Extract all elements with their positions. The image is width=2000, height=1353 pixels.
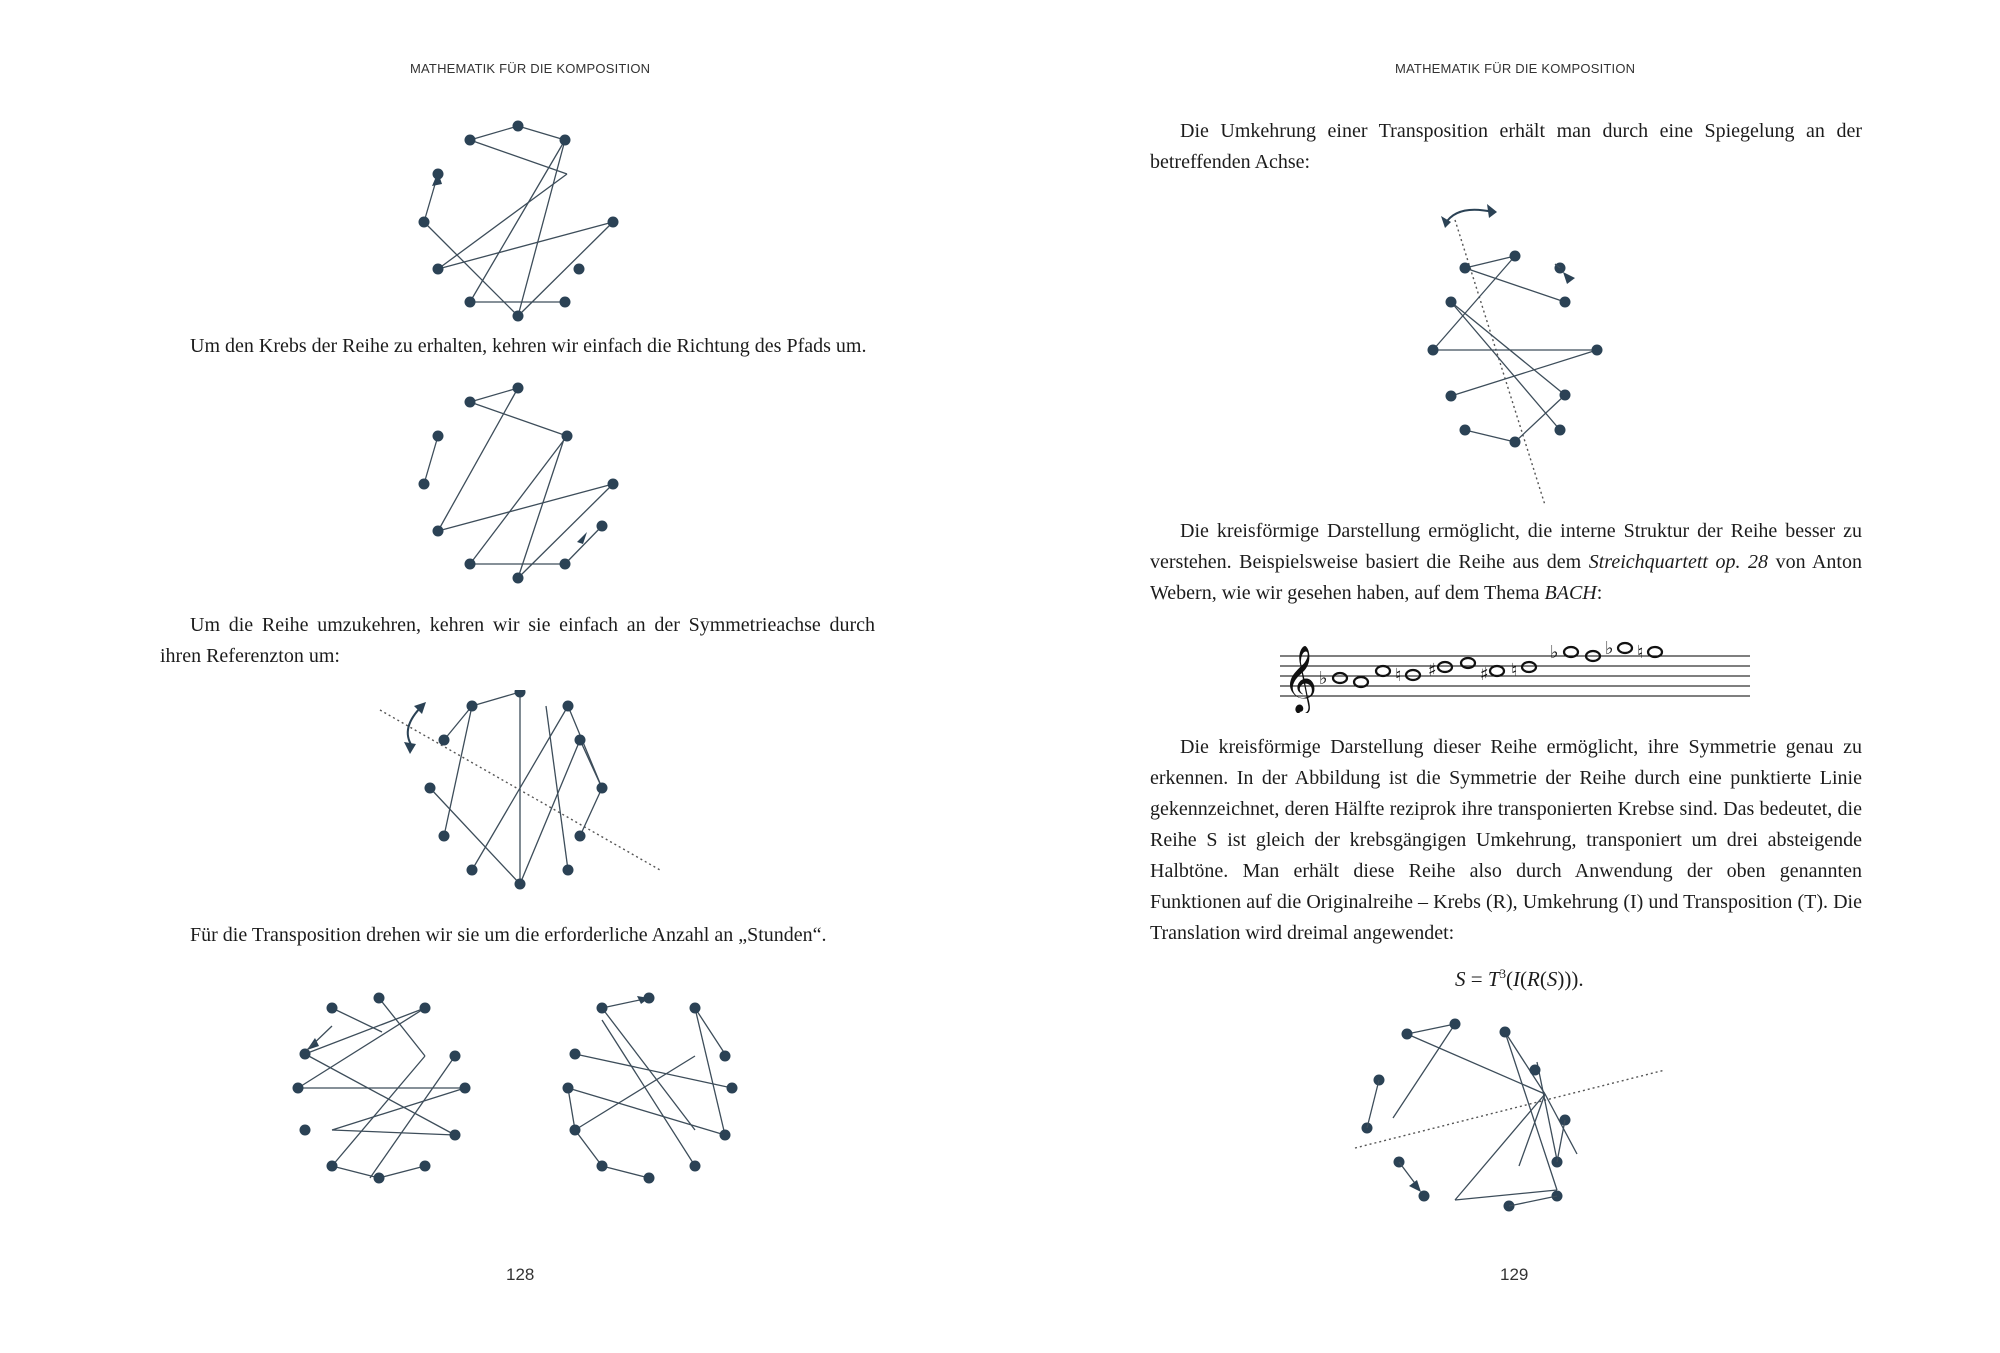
tone-row-circle-inverted-transposition xyxy=(1405,200,1645,510)
tone-row-circle-inversion xyxy=(370,690,670,910)
intro-text-3: : xyxy=(1596,582,1603,604)
formula-i: I xyxy=(1513,967,1521,991)
paragraph-circular-intro xyxy=(1150,516,1862,609)
intro-text-2: von Anton Webern, wie wir gesehen haben, auf dem Thema xyxy=(1150,551,1862,604)
formula-paren: ( xyxy=(1506,967,1514,991)
paragraph-inversion-transposition: Die Umkehrung einer Transposition erhält man durch eine Spiegelung an der betreffenden Achse: xyxy=(1150,120,1862,173)
formula-s-inner: S xyxy=(1546,967,1558,991)
tone-row-circle-original xyxy=(405,110,625,330)
svg-text:♭: ♭ xyxy=(1550,642,1559,663)
svg-text:♮: ♮ xyxy=(1511,660,1518,681)
paragraph-symmetry: Die kreisförmige Darstellung dieser Reihe ermöglicht, ihre Symmetrie genau zu erkennen. In der Abbildung ist die Symmetrie der Reihe durch eine punktierte Linie gekennzeichnet, deren Hälfte reziprok ihre transponierten Krebse sind. Das bedeutet, die Reihe S ist gleich der krebsgängigen Umkehrung, transponiert um drei absteigende Halbtöne. Man erhält diese Reihe also durch Anwendung der oben genannten Funktionen auf die Originalreihe – Krebs (R), Umkehrung (I) und Transposition (T). Die Translation wird dreimal angewendet: xyxy=(1150,736,1862,944)
tone-row-circle-transposition-a xyxy=(275,990,485,1190)
music-example-staff xyxy=(1275,628,1755,713)
running-head: MATHEMATIK FÜR DIE KOMPOSITION xyxy=(1395,61,1636,76)
page-number: 128 xyxy=(506,1265,535,1284)
tone-row-circle-transposition-b xyxy=(545,990,755,1190)
tone-row-circle-symmetry xyxy=(1345,1010,1675,1220)
formula-r: R xyxy=(1527,967,1540,991)
treble-clef-icon: 𝄞 xyxy=(1283,644,1318,712)
paragraph-inversion: Um die Reihe umzukehren, kehren wir sie einfach an der Symmetrieachse durch ihren Referenzton um: xyxy=(160,614,875,667)
svg-text:♯: ♯ xyxy=(1480,664,1489,685)
formula xyxy=(1455,966,1584,992)
tone-row-circle-retrograde xyxy=(405,380,625,590)
svg-text:♭: ♭ xyxy=(1605,638,1614,659)
page-number: 129 xyxy=(1500,1265,1529,1284)
work-title: Streichquartett op. 28 xyxy=(1588,551,1769,573)
svg-text:♯: ♯ xyxy=(1428,660,1437,681)
svg-text:♮: ♮ xyxy=(1395,665,1402,686)
intro-text-1: Die kreisförmige Darstellung ermöglicht, die interne Struktur der Reihe besser zu verstehen. Beispielsweise basiert die Reihe aus dem xyxy=(1150,520,1862,573)
svg-text:♭: ♭ xyxy=(1319,668,1328,689)
svg-text:♮: ♮ xyxy=(1637,642,1644,663)
formula-close: ))). xyxy=(1557,967,1584,991)
formula-paren: ( xyxy=(1539,967,1547,991)
right-page xyxy=(1000,0,2000,1353)
formula-paren: ( xyxy=(1520,967,1528,991)
running-head: MATHEMATIK FÜR DIE KOMPOSITION xyxy=(410,61,651,76)
theme-bach: BACH xyxy=(1544,582,1597,604)
formula-t: T xyxy=(1487,967,1500,991)
formula-exponent: 3 xyxy=(1499,966,1507,981)
formula-s: S xyxy=(1455,967,1466,991)
paragraph-transposition: Für die Transposition drehen wir sie um die erforderliche Anzahl an „Stunden“. xyxy=(190,924,827,946)
paragraph-retrograde: Um den Krebs der Reihe zu erhalten, kehren wir einfach die Richtung des Pfads um. xyxy=(190,335,867,357)
formula-equals: = xyxy=(1465,967,1488,991)
